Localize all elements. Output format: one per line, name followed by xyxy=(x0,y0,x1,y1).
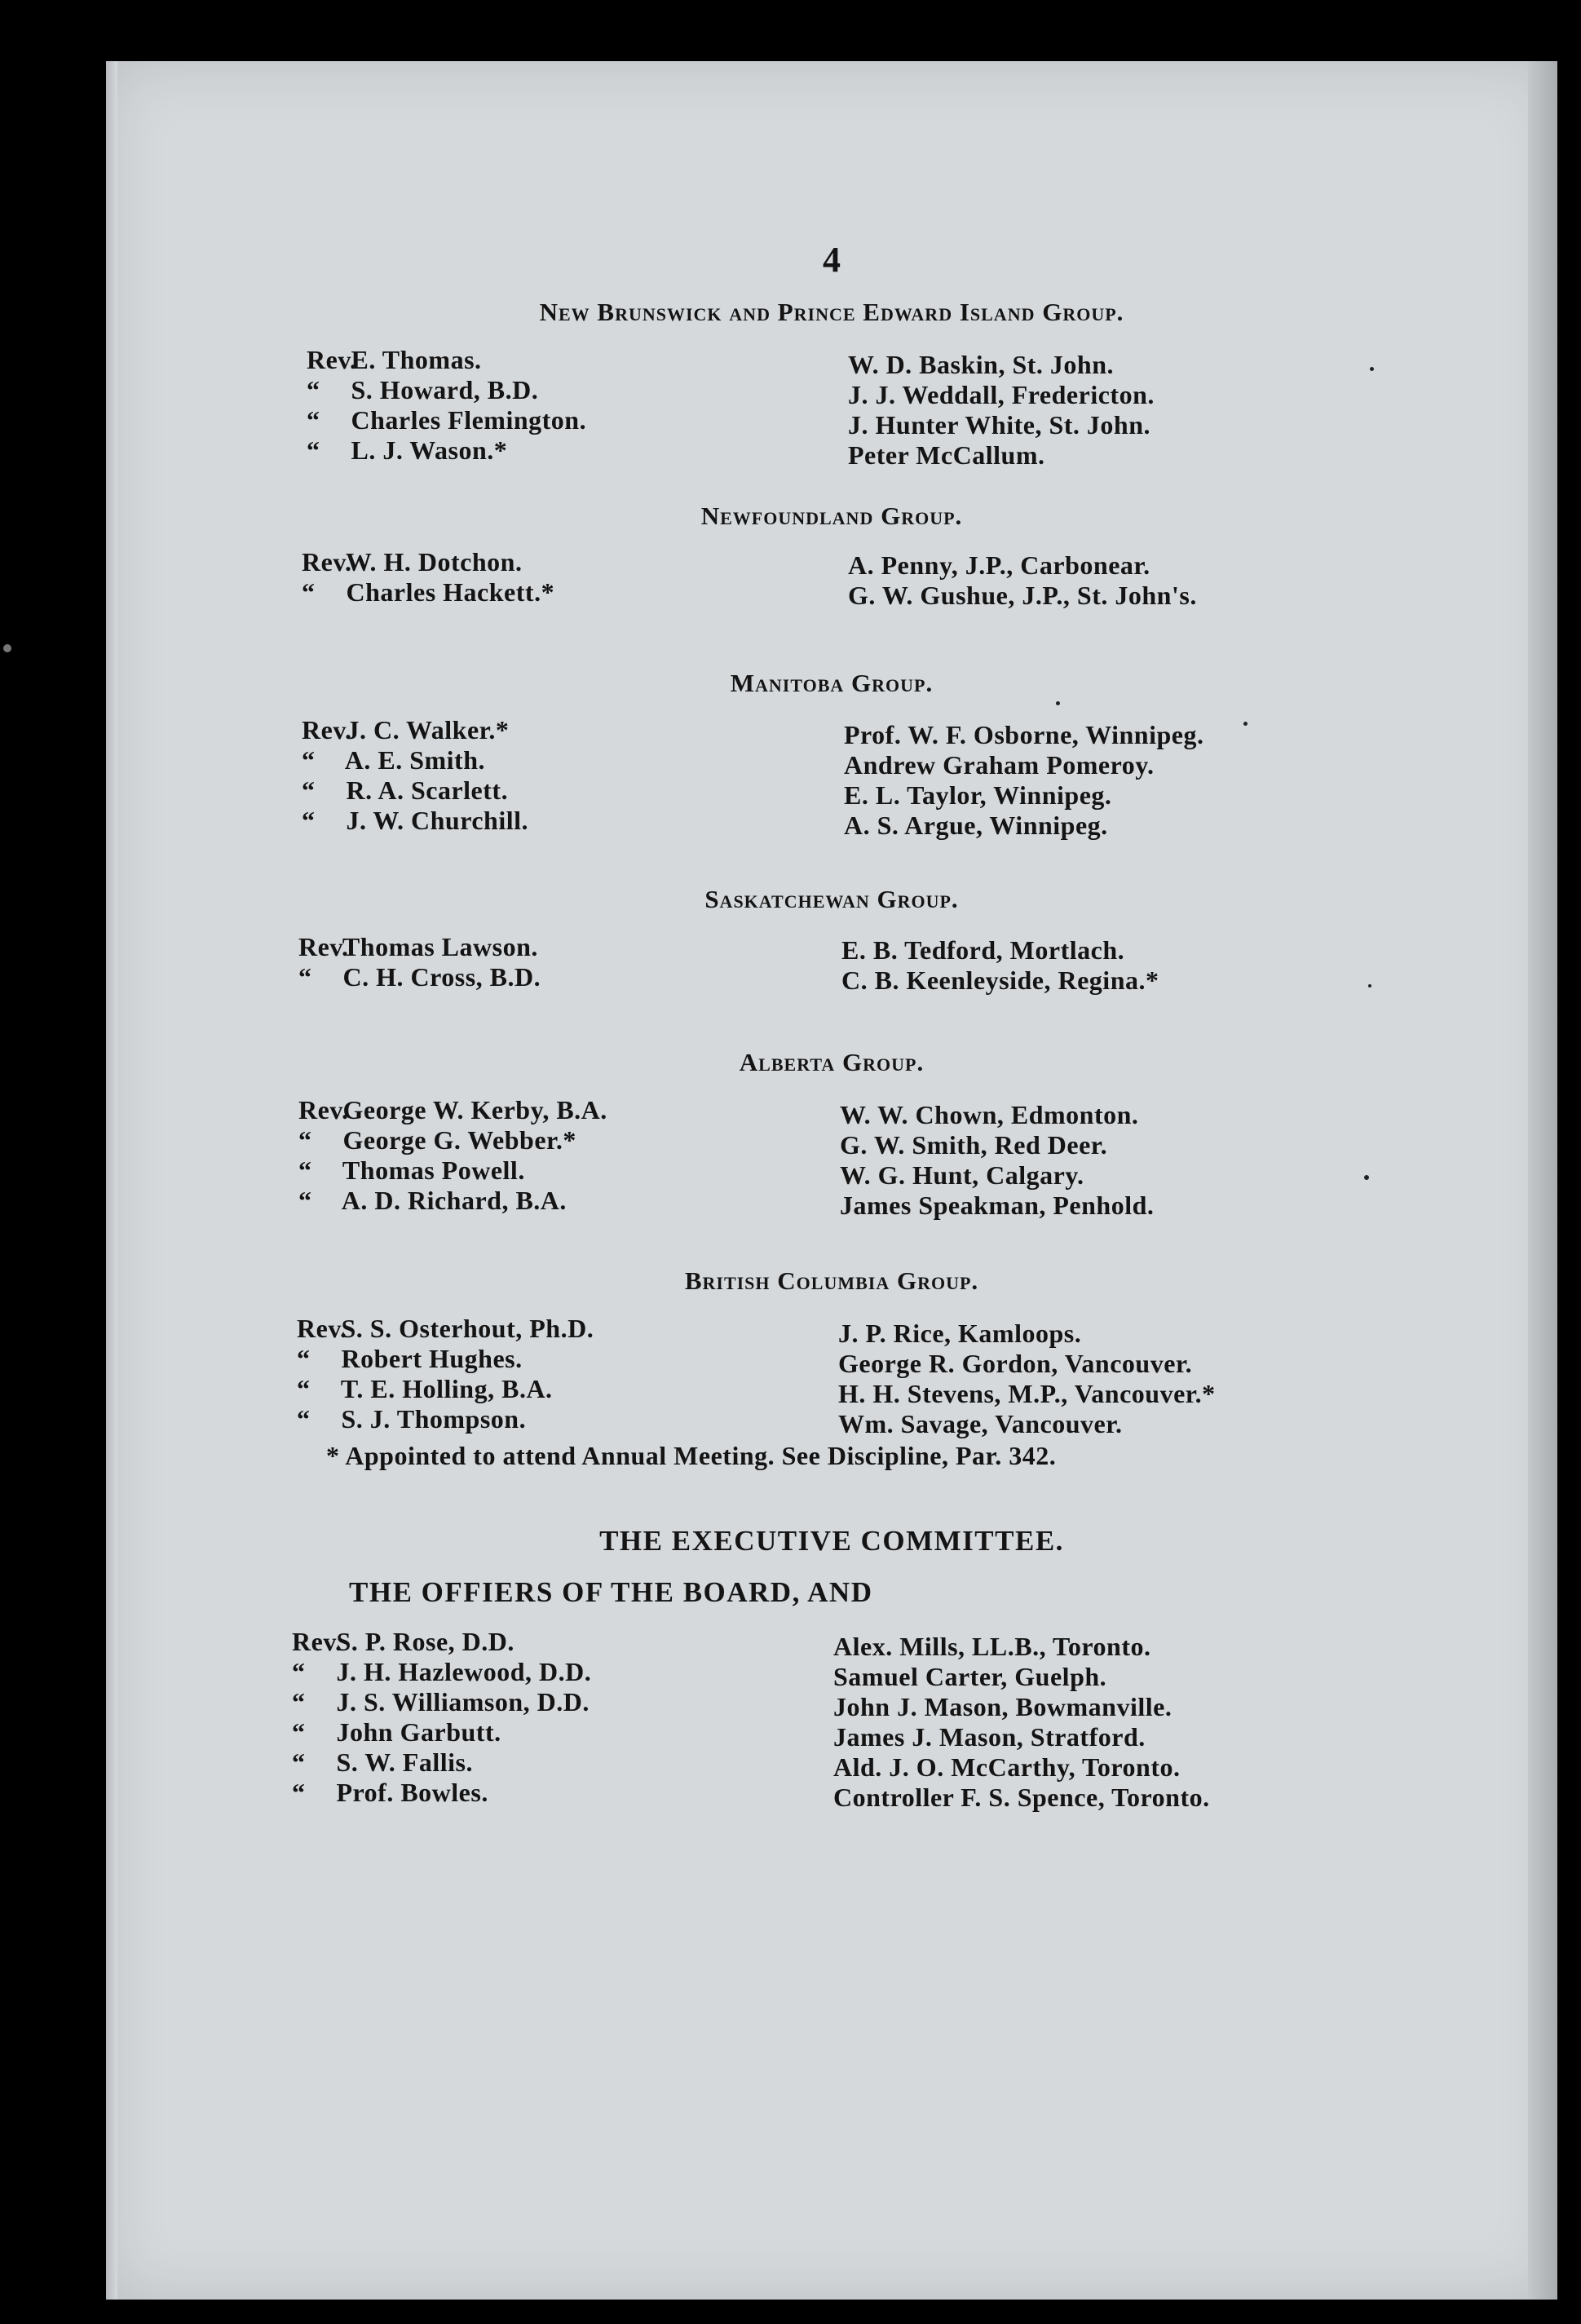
clergy-prefix: Rev. xyxy=(307,345,357,374)
clergy-prefix: “ xyxy=(292,1717,306,1747)
clergy-name: A. E. Smith. xyxy=(344,745,485,775)
scan-speck xyxy=(1243,722,1248,726)
clergy-name: S. S. Osterhout, Ph.D. xyxy=(341,1314,594,1343)
clergy-prefix: “ xyxy=(302,775,316,805)
clergy-entry xyxy=(290,1095,607,1125)
clergy-name: J. C. Walker.* xyxy=(346,715,510,744)
clergy-entry xyxy=(289,1314,594,1344)
footnote: * Appointed to attend Annual Meeting. See Discipline, Par. 342. xyxy=(326,1441,1057,1470)
clergy-prefix: “ xyxy=(307,435,320,465)
scan-speck xyxy=(1056,701,1060,705)
clergy-name: S. W. Fallis. xyxy=(336,1747,473,1777)
clergy-entry xyxy=(294,577,554,608)
group-laymen-list xyxy=(844,720,1203,841)
clergy-entry xyxy=(284,1687,591,1717)
group-heading-british-columbia: British Columbia Group. xyxy=(684,1266,979,1295)
clergy-name: Charles Flemington. xyxy=(351,405,587,435)
clergy-entry xyxy=(298,405,586,435)
clergy-name: Charles Hackett.* xyxy=(346,577,555,607)
executive-clergy-list xyxy=(284,1627,591,1808)
layman-entry: W. D. Baskin, St. John. xyxy=(848,350,1114,379)
clergy-entry xyxy=(284,1657,591,1687)
clergy-name: George G. Webber.* xyxy=(342,1125,576,1155)
clergy-prefix: “ xyxy=(292,1657,306,1686)
group-heading-nb-pei: New Brunswick and Prince Edward Island Group. xyxy=(539,298,1124,326)
layman-entry: J. Hunter White, St. John. xyxy=(848,410,1150,440)
clergy-entry xyxy=(298,435,586,466)
group-heading-newfoundland: Newfoundland Group. xyxy=(700,501,963,530)
clergy-name: C. H. Cross, B.D. xyxy=(342,962,541,992)
layman-entry: J. J. Weddall, Fredericton. xyxy=(848,380,1155,409)
clergy-prefix: “ xyxy=(292,1747,306,1777)
clergy-name: J. H. Hazlewood, D.D. xyxy=(336,1657,592,1686)
clergy-name: J. S. Williamson, D.D. xyxy=(336,1687,590,1716)
clergy-name: John Garbutt. xyxy=(336,1717,501,1747)
clergy-name: L. J. Wason.* xyxy=(351,435,508,465)
clergy-prefix: “ xyxy=(297,1404,311,1434)
layman-entry: C. B. Keenleyside, Regina.* xyxy=(841,965,1159,995)
clergy-entry xyxy=(294,547,554,577)
clergy-entry xyxy=(298,375,586,405)
clergy-name: W. H. Dotchon. xyxy=(345,547,523,577)
clergy-entry xyxy=(294,745,528,775)
clergy-prefix: Rev. xyxy=(298,1095,349,1124)
layman-entry: Controller F. S. Spence, Toronto. xyxy=(833,1783,1210,1812)
clergy-entry xyxy=(290,1155,607,1186)
clergy-name: Robert Hughes. xyxy=(341,1344,523,1373)
clergy-prefix: “ xyxy=(298,1186,312,1215)
clergy-entry xyxy=(284,1747,591,1778)
layman-entry: Samuel Carter, Guelph. xyxy=(833,1662,1107,1691)
clergy-prefix: “ xyxy=(297,1344,311,1373)
layman-entry: J. P. Rice, Kamloops. xyxy=(838,1319,1082,1348)
layman-entry: G. W. Smith, Red Deer. xyxy=(840,1130,1108,1160)
page-number: 4 xyxy=(823,240,841,280)
layman-entry: Andrew Graham Pomeroy. xyxy=(844,750,1155,780)
group-laymen-list xyxy=(841,935,1159,996)
clergy-name: George W. Kerby, B.A. xyxy=(342,1095,607,1124)
scan-speck xyxy=(1370,367,1374,371)
layman-entry: H. H. Stevens, M.P., Vancouver.* xyxy=(838,1379,1216,1408)
clergy-name: A. D. Richard, B.A. xyxy=(341,1186,567,1215)
layman-entry: E. L. Taylor, Winnipeg. xyxy=(844,780,1112,810)
layman-entry: Peter McCallum. xyxy=(848,440,1045,470)
group-laymen-list xyxy=(838,1319,1216,1439)
layman-entry: W. G. Hunt, Calgary. xyxy=(840,1160,1084,1190)
layman-entry: Alex. Mills, LL.B., Toronto. xyxy=(833,1632,1151,1661)
clergy-prefix: “ xyxy=(298,962,312,992)
group-clergy-list xyxy=(294,547,554,608)
layman-entry: James Speakman, Penhold. xyxy=(840,1191,1155,1220)
executive-committee-title: THE EXECUTIVE COMMITTEE. xyxy=(599,1525,1064,1557)
clergy-name: Thomas Lawson. xyxy=(342,932,538,961)
group-clergy-list xyxy=(290,932,541,992)
clergy-entry xyxy=(294,775,528,806)
scan-speck xyxy=(3,644,11,652)
scan-speck xyxy=(1368,984,1371,987)
clergy-entry xyxy=(289,1344,594,1374)
clergy-name: E. Thomas. xyxy=(351,345,482,374)
group-clergy-list xyxy=(298,345,586,466)
layman-entry: John J. Mason, Bowmanville. xyxy=(833,1692,1173,1721)
layman-entry: George R. Gordon, Vancouver. xyxy=(838,1349,1193,1378)
clergy-entry xyxy=(290,1186,607,1216)
clergy-prefix: “ xyxy=(292,1687,306,1716)
group-heading-alberta: Alberta Group. xyxy=(739,1048,925,1076)
clergy-prefix: Rev. xyxy=(302,547,352,577)
clergy-entry xyxy=(289,1374,594,1404)
clergy-prefix: “ xyxy=(298,1155,312,1185)
group-clergy-list xyxy=(289,1314,594,1434)
group-laymen-list xyxy=(840,1100,1154,1221)
group-heading-manitoba: Manitoba Group. xyxy=(730,669,934,697)
clergy-name: J. W. Churchill. xyxy=(346,806,528,835)
clergy-name: R. A. Scarlett. xyxy=(346,775,509,805)
clergy-entry xyxy=(298,345,586,375)
scan-speck xyxy=(1364,1175,1369,1180)
page-left-edge xyxy=(106,61,117,2300)
group-clergy-list xyxy=(290,1095,607,1216)
document-page xyxy=(106,61,1557,2300)
clergy-prefix: Rev. xyxy=(292,1627,342,1656)
clergy-prefix: “ xyxy=(292,1778,306,1807)
clergy-prefix: “ xyxy=(307,405,320,435)
clergy-prefix: “ xyxy=(302,577,316,607)
clergy-prefix: Rev. xyxy=(298,932,349,961)
clergy-name: S. J. Thompson. xyxy=(341,1404,527,1434)
clergy-prefix: Rev. xyxy=(302,715,352,744)
clergy-entry xyxy=(289,1404,594,1434)
executive-laymen-list xyxy=(833,1632,1210,1813)
clergy-prefix: “ xyxy=(302,745,316,775)
clergy-entry xyxy=(284,1778,591,1808)
clergy-entry xyxy=(290,932,541,962)
layman-entry: A. Penny, J.P., Carbonear. xyxy=(848,550,1150,580)
layman-entry: James J. Mason, Stratford. xyxy=(833,1722,1146,1752)
layman-entry: Wm. Savage, Vancouver. xyxy=(838,1409,1123,1438)
clergy-prefix: “ xyxy=(307,375,320,404)
layman-entry: Prof. W. F. Osborne, Winnipeg. xyxy=(844,720,1204,749)
layman-entry: A. S. Argue, Winnipeg. xyxy=(844,811,1108,840)
clergy-entry xyxy=(284,1627,591,1657)
clergy-name: Thomas Powell. xyxy=(342,1155,525,1185)
clergy-entry xyxy=(284,1717,591,1747)
layman-entry: W. W. Chown, Edmonton. xyxy=(840,1100,1139,1129)
layman-entry: G. W. Gushue, J.P., St. John's. xyxy=(848,581,1197,610)
clergy-prefix: “ xyxy=(302,806,316,835)
clergy-entry xyxy=(290,962,541,992)
group-heading-saskatchewan: Saskatchewan Group. xyxy=(704,885,959,913)
group-laymen-list xyxy=(848,350,1155,471)
clergy-name: T. E. Holling, B.A. xyxy=(340,1374,553,1403)
clergy-entry xyxy=(290,1125,607,1155)
clergy-entry xyxy=(294,806,528,836)
page-right-edge xyxy=(1528,61,1557,2300)
clergy-prefix: “ xyxy=(297,1374,311,1403)
clergy-entry xyxy=(294,715,528,745)
layman-entry: Ald. J. O. McCarthy, Toronto. xyxy=(833,1752,1181,1782)
group-clergy-list xyxy=(294,715,528,836)
clergy-name: S. P. Rose, D.D. xyxy=(336,1627,514,1656)
layman-entry: E. B. Tedford, Mortlach. xyxy=(841,935,1125,965)
clergy-name: Prof. Bowles. xyxy=(336,1778,488,1807)
clergy-name: S. Howard, B.D. xyxy=(351,375,539,404)
group-laymen-list xyxy=(848,550,1197,611)
executive-committee-subtitle: THE OFFIERS OF THE BOARD, AND xyxy=(349,1576,873,1608)
clergy-prefix: “ xyxy=(298,1125,312,1155)
clergy-prefix: Rev. xyxy=(297,1314,347,1343)
